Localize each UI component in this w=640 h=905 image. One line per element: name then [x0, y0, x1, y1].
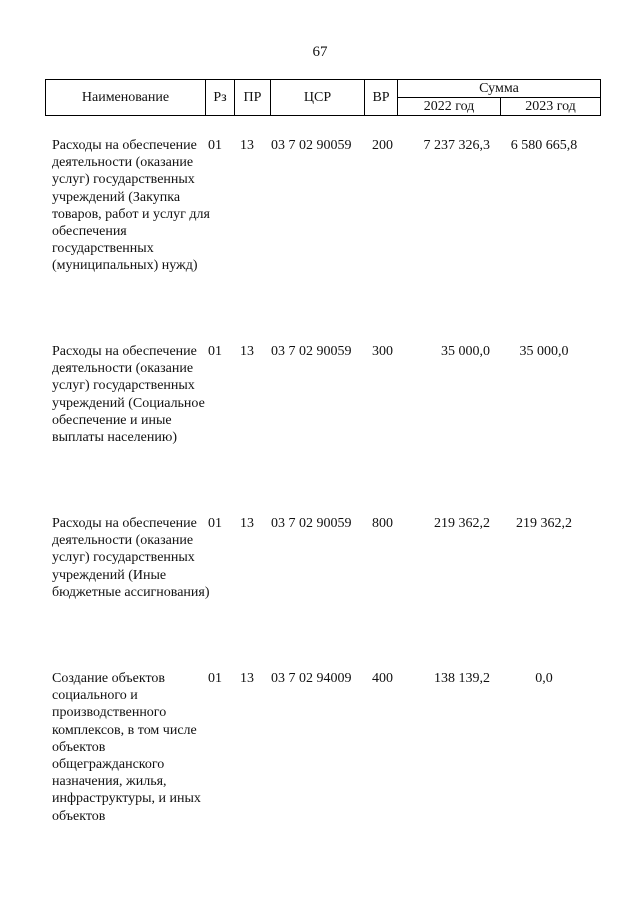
table-header — [45, 79, 601, 116]
page-number: 67 — [312, 44, 328, 60]
header-vr: ВР — [365, 80, 398, 115]
header-pr: ПР — [235, 80, 271, 115]
row-csr: 03 7 02 90059 — [271, 516, 352, 531]
row-vr: 200 — [372, 138, 393, 153]
row-sum-2023: 0,0 — [535, 671, 553, 686]
row-sum-2023: 35 000,0 — [519, 344, 569, 359]
row-csr: 03 7 02 94009 — [271, 671, 352, 686]
row-sum-2023: 6 580 665,8 — [510, 138, 578, 153]
header-csr: ЦСР — [271, 80, 365, 115]
row-rz: 01 — [208, 516, 222, 531]
row-pr: 13 — [240, 138, 254, 153]
row-pr: 13 — [240, 671, 254, 686]
row-pr: 13 — [240, 516, 254, 531]
row-rz: 01 — [208, 138, 222, 153]
row-rz: 01 — [208, 671, 222, 686]
row-csr: 03 7 02 90059 — [271, 138, 352, 153]
header-year-2023: 2023 год — [525, 98, 576, 114]
header-name: Наименование — [46, 80, 206, 115]
row-vr: 400 — [372, 671, 393, 686]
row-sum-2023: 219 362,2 — [516, 516, 572, 531]
row-sum-2022: 138 139,2 — [434, 671, 490, 686]
header-sum: Сумма — [398, 80, 600, 98]
row-pr: 13 — [240, 344, 254, 359]
row-csr: 03 7 02 90059 — [271, 344, 352, 359]
row-sum-2022: 35 000,0 — [441, 344, 490, 359]
row-sum-2022: 219 362,2 — [434, 516, 490, 531]
row-name: Расходы на обеспечение деятельности (оказание услуг) государственных учреждений (Социальное обеспечение и иные выплаты населению) — [52, 344, 205, 446]
row-name: Расходы на обеспечение деятельности (оказание услуг) государственных учреждений (Иные бюджетные ассигнования) — [52, 516, 210, 600]
header-year-2022: 2022 год — [398, 98, 501, 115]
row-sum-2022: 7 237 326,3 — [423, 138, 490, 153]
row-name: Создание объектов социального и производственного комплексов, в том числе объектов общегражданского назначения, жилья, инфраструктуры, и иных объектов — [52, 671, 201, 824]
row-rz: 01 — [208, 344, 222, 359]
row-vr: 800 — [372, 516, 393, 531]
row-name: Расходы на обеспечение деятельности (оказание услуг) государственных учреждений (Закупка товаров, работ и услуг для обеспечения государственных (муниципальных) нужд) — [52, 138, 210, 274]
row-vr: 300 — [372, 344, 393, 359]
header-rz: Рз — [206, 80, 235, 115]
